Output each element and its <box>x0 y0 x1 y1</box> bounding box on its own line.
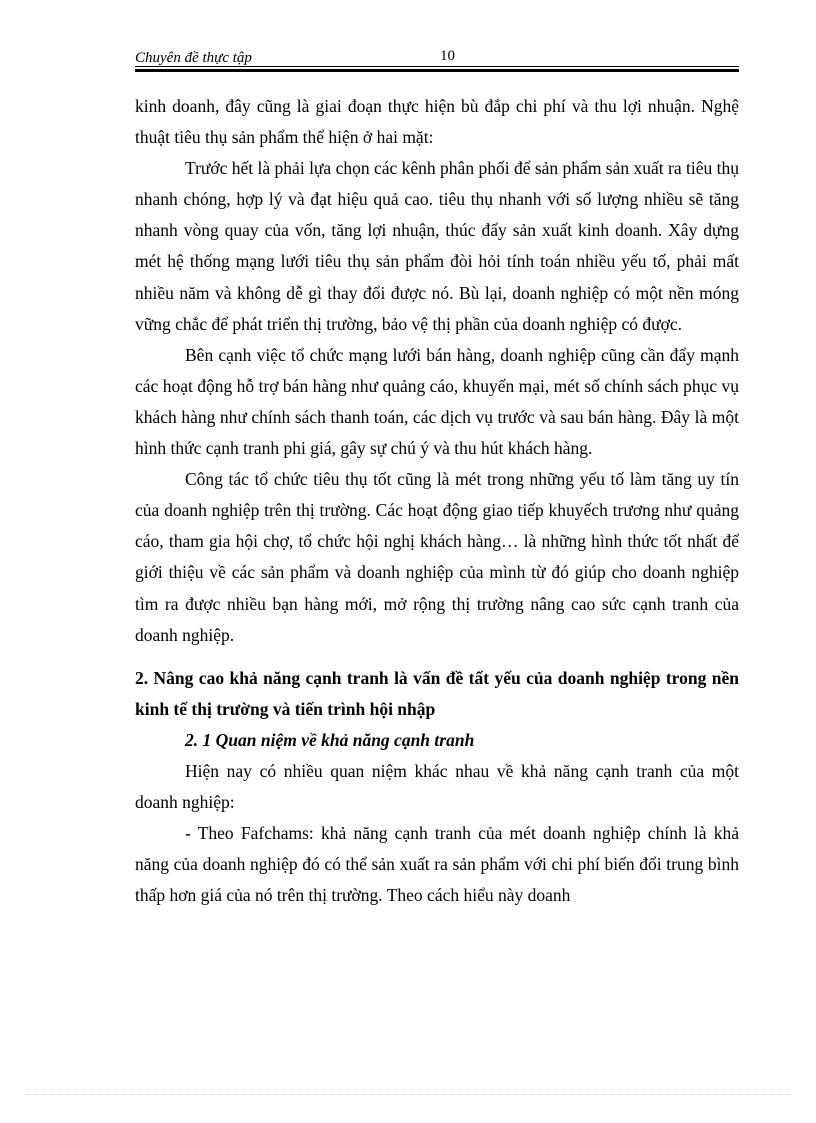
page-header <box>135 46 739 76</box>
section-heading: 2. Nâng cao khả năng cạnh tranh là vấn đề tất yếu của doanh nghiệp trong nền kinh tế thị trường và tiến trình hội nhập <box>135 667 739 719</box>
paragraph-1: kinh doanh, đây cũng là giai đoạn thực hiện bù đắp chi phí và thu lợi nhuận. Nghệ thuật tiêu thụ sản phẩm thể hiện ở hai mặt: <box>135 96 739 148</box>
header-rule-thin <box>135 66 739 67</box>
subsection-heading: 2. 1 Quan niệm về khả năng cạnh tranh <box>185 729 475 750</box>
paragraph-6: - Theo Fafchams: khả năng cạnh tranh của mét doanh nghiệp chính là khả năng của doanh nghiệp đó có thể sản xuất ra sản phẩm với chi phí biến đổi trung bình thấp hơn giá của nó trên thị trường. Theo cách hiểu này doanh <box>135 823 739 906</box>
page-number: 10 <box>440 48 455 64</box>
document-body <box>135 91 739 911</box>
page-bottom-border <box>25 1094 791 1095</box>
running-header-title: Chuyên đề thực tập <box>135 50 252 66</box>
paragraph-5: Hiện nay có nhiều quan niệm khác nhau về khả năng cạnh tranh của một doanh nghiệp: <box>135 760 739 813</box>
heading-spacer <box>135 651 739 663</box>
paragraph-4: Công tác tổ chức tiêu thụ tốt cũng là mét trong những yếu tố làm tăng uy tín của doanh nghiệp trên thị trường. Các hoạt động giao tiếp khuyếch trương như quảng cáo, tham gia hội chợ, tổ chức hội nghị khách hàng… là những hình thức tốt nhất để giới thiệu về các sản phẩm và doanh nghiệp của mình từ đó giúp cho doanh nghiệp tìm ra được nhiều bạn hàng mới, mở rộng thị trường nâng cao sức cạnh tranh của doanh nghiệp. <box>135 469 739 645</box>
paragraph-3: Bên cạnh việc tổ chức mạng lưới bán hàng, doanh nghiệp cũng cần đẩy mạnh các hoạt động hỗ trợ bán hàng như quảng cáo, khuyến mại, mét số chính sách phục vụ khách hàng như chính sách thanh toán, các dịch vụ trước và sau bán hàng. Đây là một hình thức cạnh tranh phi giá, gây sự chú ý và thu hút khách hàng. <box>135 344 739 459</box>
header-rule-thick <box>135 69 739 72</box>
paragraph-2: Trước hết là phải lựa chọn các kênh phân phối để sản phẩm sản xuất ra tiêu thụ nhanh chóng, hợp lý và đạt hiệu quả cao. tiêu thụ nhanh với số lượng nhiều sẽ tăng nhanh vòng quay của vốn, tăng lợi nhuận, thúc đẩy sản xuất kinh doanh. Xây dựng mét hệ thống mạng lưới tiêu thụ sản phẩm đòi hỏi tính toán nhiều yếu tố, phải mất nhiều năm và không dễ gì thay đổi được nó. Bù lại, doanh nghiệp có một nền móng vững chắc để phát triển thị trường, bảo vệ thị phần của doanh nghiệp có được. <box>135 158 739 334</box>
